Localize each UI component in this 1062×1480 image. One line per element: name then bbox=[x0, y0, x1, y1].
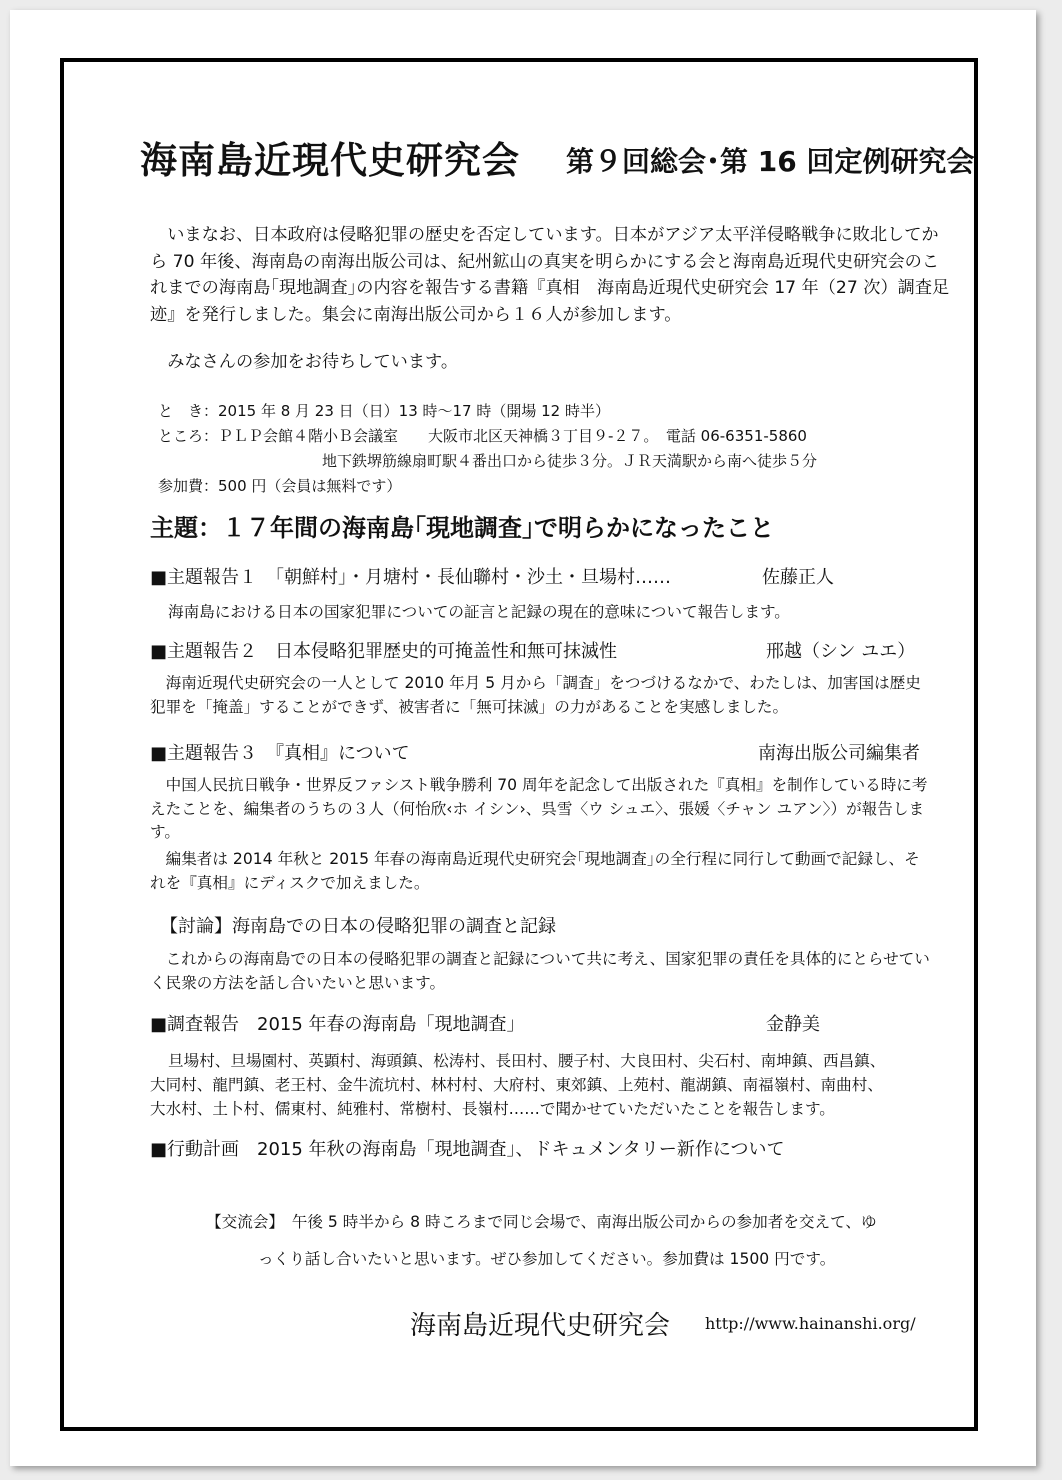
info-access: 地下鉄堺筋線扇町駅４番出口から徒歩３分。ＪＲ天満駅から南へ徒歩５分 bbox=[322, 452, 818, 470]
survey-villages-line-3: 大水村、土卜村、儒東村、純雅村、常樹村、長嶺村……で聞かせていただいたことを報告します。 bbox=[150, 1100, 835, 1118]
exchange-line-2: っくり話し合いたいと思います。ぜひ参加してください。参加費は 1500 円です。 bbox=[258, 1250, 836, 1268]
document-page bbox=[10, 10, 1036, 1466]
discussion-body: これからの海南島での日本の侵略犯罪の調査と記録について共に考え、国家犯罪の責任を具体的にとらせていく民衆の方法を話し合いたいと思います。 bbox=[150, 950, 930, 992]
report-2-heading: ■主題報告２ 日本侵略犯罪歴史的可掩盖性和無可抹滅性 bbox=[150, 641, 618, 662]
report-3-body: 中国人民抗日戦争・世界反ファシスト戦争勝利 70 周年を記念して出版された『真相』を制作している時に考えたことを、編集者のうちの３人（何怡欣‹ホ イシン›、呉雪〈ウ シュエ〉、張媛〈チャン ユアン〉）が報告します。 bbox=[150, 776, 928, 841]
organization-name: 海南島近現代史研究会 bbox=[410, 1311, 671, 1341]
report-2-body: 海南近現代史研究会の一人として 2010 年月 5 月から「調査」をつづけるなかで、わたしは、加害国は歴史犯罪を「掩盖」することができず、被害者に「無可抹滅」の力があることを実感しました。 bbox=[150, 674, 921, 716]
discussion-heading: 【討論】海南島での日本の侵略犯罪の調査と記録 bbox=[160, 916, 556, 937]
survey-villages-line-2: 大同村、龍門鎮、老王村、金牛流坑村、林村村、大府村、東郊鎮、上苑村、龍湖鎮、南福嶺村、南曲村、 bbox=[150, 1076, 883, 1094]
action-plan-heading: ■行動計画 2015 年秋の海南島「現地調査」、ドキュメンタリー新作について bbox=[150, 1139, 785, 1160]
theme-heading: 主題：１７年間の海南島｢現地調査｣で明らかになったこと bbox=[150, 514, 774, 542]
info-where: ところ：ＰＬＰ会館４階小Ｂ会議室 大阪市北区天神橋３丁目９-２７。 電話 06-6351-5860 bbox=[158, 427, 807, 445]
survey-speaker: 金静美 bbox=[766, 1014, 820, 1035]
organization-url[interactable]: http://www.hainanshi.org/ bbox=[705, 1314, 916, 1333]
intro-invitation: みなさんの参加をお待ちしています。 bbox=[167, 352, 459, 372]
report-3-body-2: 編集者は 2014 年秋と 2015 年春の海南島近現代史研究会｢現地調査｣の全行程に同行して動画で記録し、それを『真相』にディスクで加えました。 bbox=[150, 850, 920, 892]
report-1-speaker: 佐藤正人 bbox=[762, 567, 834, 588]
survey-villages-line-1: 旦場村、旦場園村、英顕村、海頭鎮、松涛村、長田村、腰子村、大良田村、尖石村、南坤鎮、西昌鎮、 bbox=[168, 1052, 886, 1070]
info-fee: 参加費：500 円（会員は無料です） bbox=[158, 477, 402, 495]
report-1-heading: ■主題報告１ 「朝鮮村」・月塘村・長仙聯村・沙土・旦場村…… bbox=[150, 567, 672, 588]
survey-heading: ■調査報告 2015 年春の海南島「現地調査」 bbox=[150, 1014, 525, 1035]
exchange-line-1: 【交流会】 午後 5 時半から 8 時ころまで同じ会場で、南海出版公司からの参加者を交えて、ゆ bbox=[206, 1213, 877, 1231]
page-subtitle: 第９回総会･第 16 回定例研究会 bbox=[566, 145, 975, 178]
page-title: 海南島近現代史研究会 bbox=[140, 139, 520, 182]
report-2-speaker: 邢越（シン ユエ） bbox=[766, 641, 916, 662]
intro-paragraph: いまなお、日本政府は侵略犯罪の歴史を否定しています。日本がアジア太平洋侵略戦争に敗北してから 70 年後、海南島の南海出版公司は、紀州鉱山の真実を明らかにする会と海南島近現代史研究会のこれまでの海南島｢現地調査｣の内容を報告する書籍『真相 海南島近現代史研究会 17 年（27 次）調査足迹』を発行しました。集会に南海出版公司から１６人が参加します。 bbox=[150, 225, 950, 325]
report-3-heading: ■主題報告３ 『真相』について bbox=[150, 743, 410, 764]
info-when: と き：2015 年 8 月 23 日（日）13 時～17 時（開場 12 時半） bbox=[158, 402, 610, 420]
report-1-body: 海南島における日本の国家犯罪についての証言と記録の現在的意味について報告します。 bbox=[168, 603, 790, 621]
report-3-speaker: 南海出版公司編集者 bbox=[758, 743, 920, 764]
